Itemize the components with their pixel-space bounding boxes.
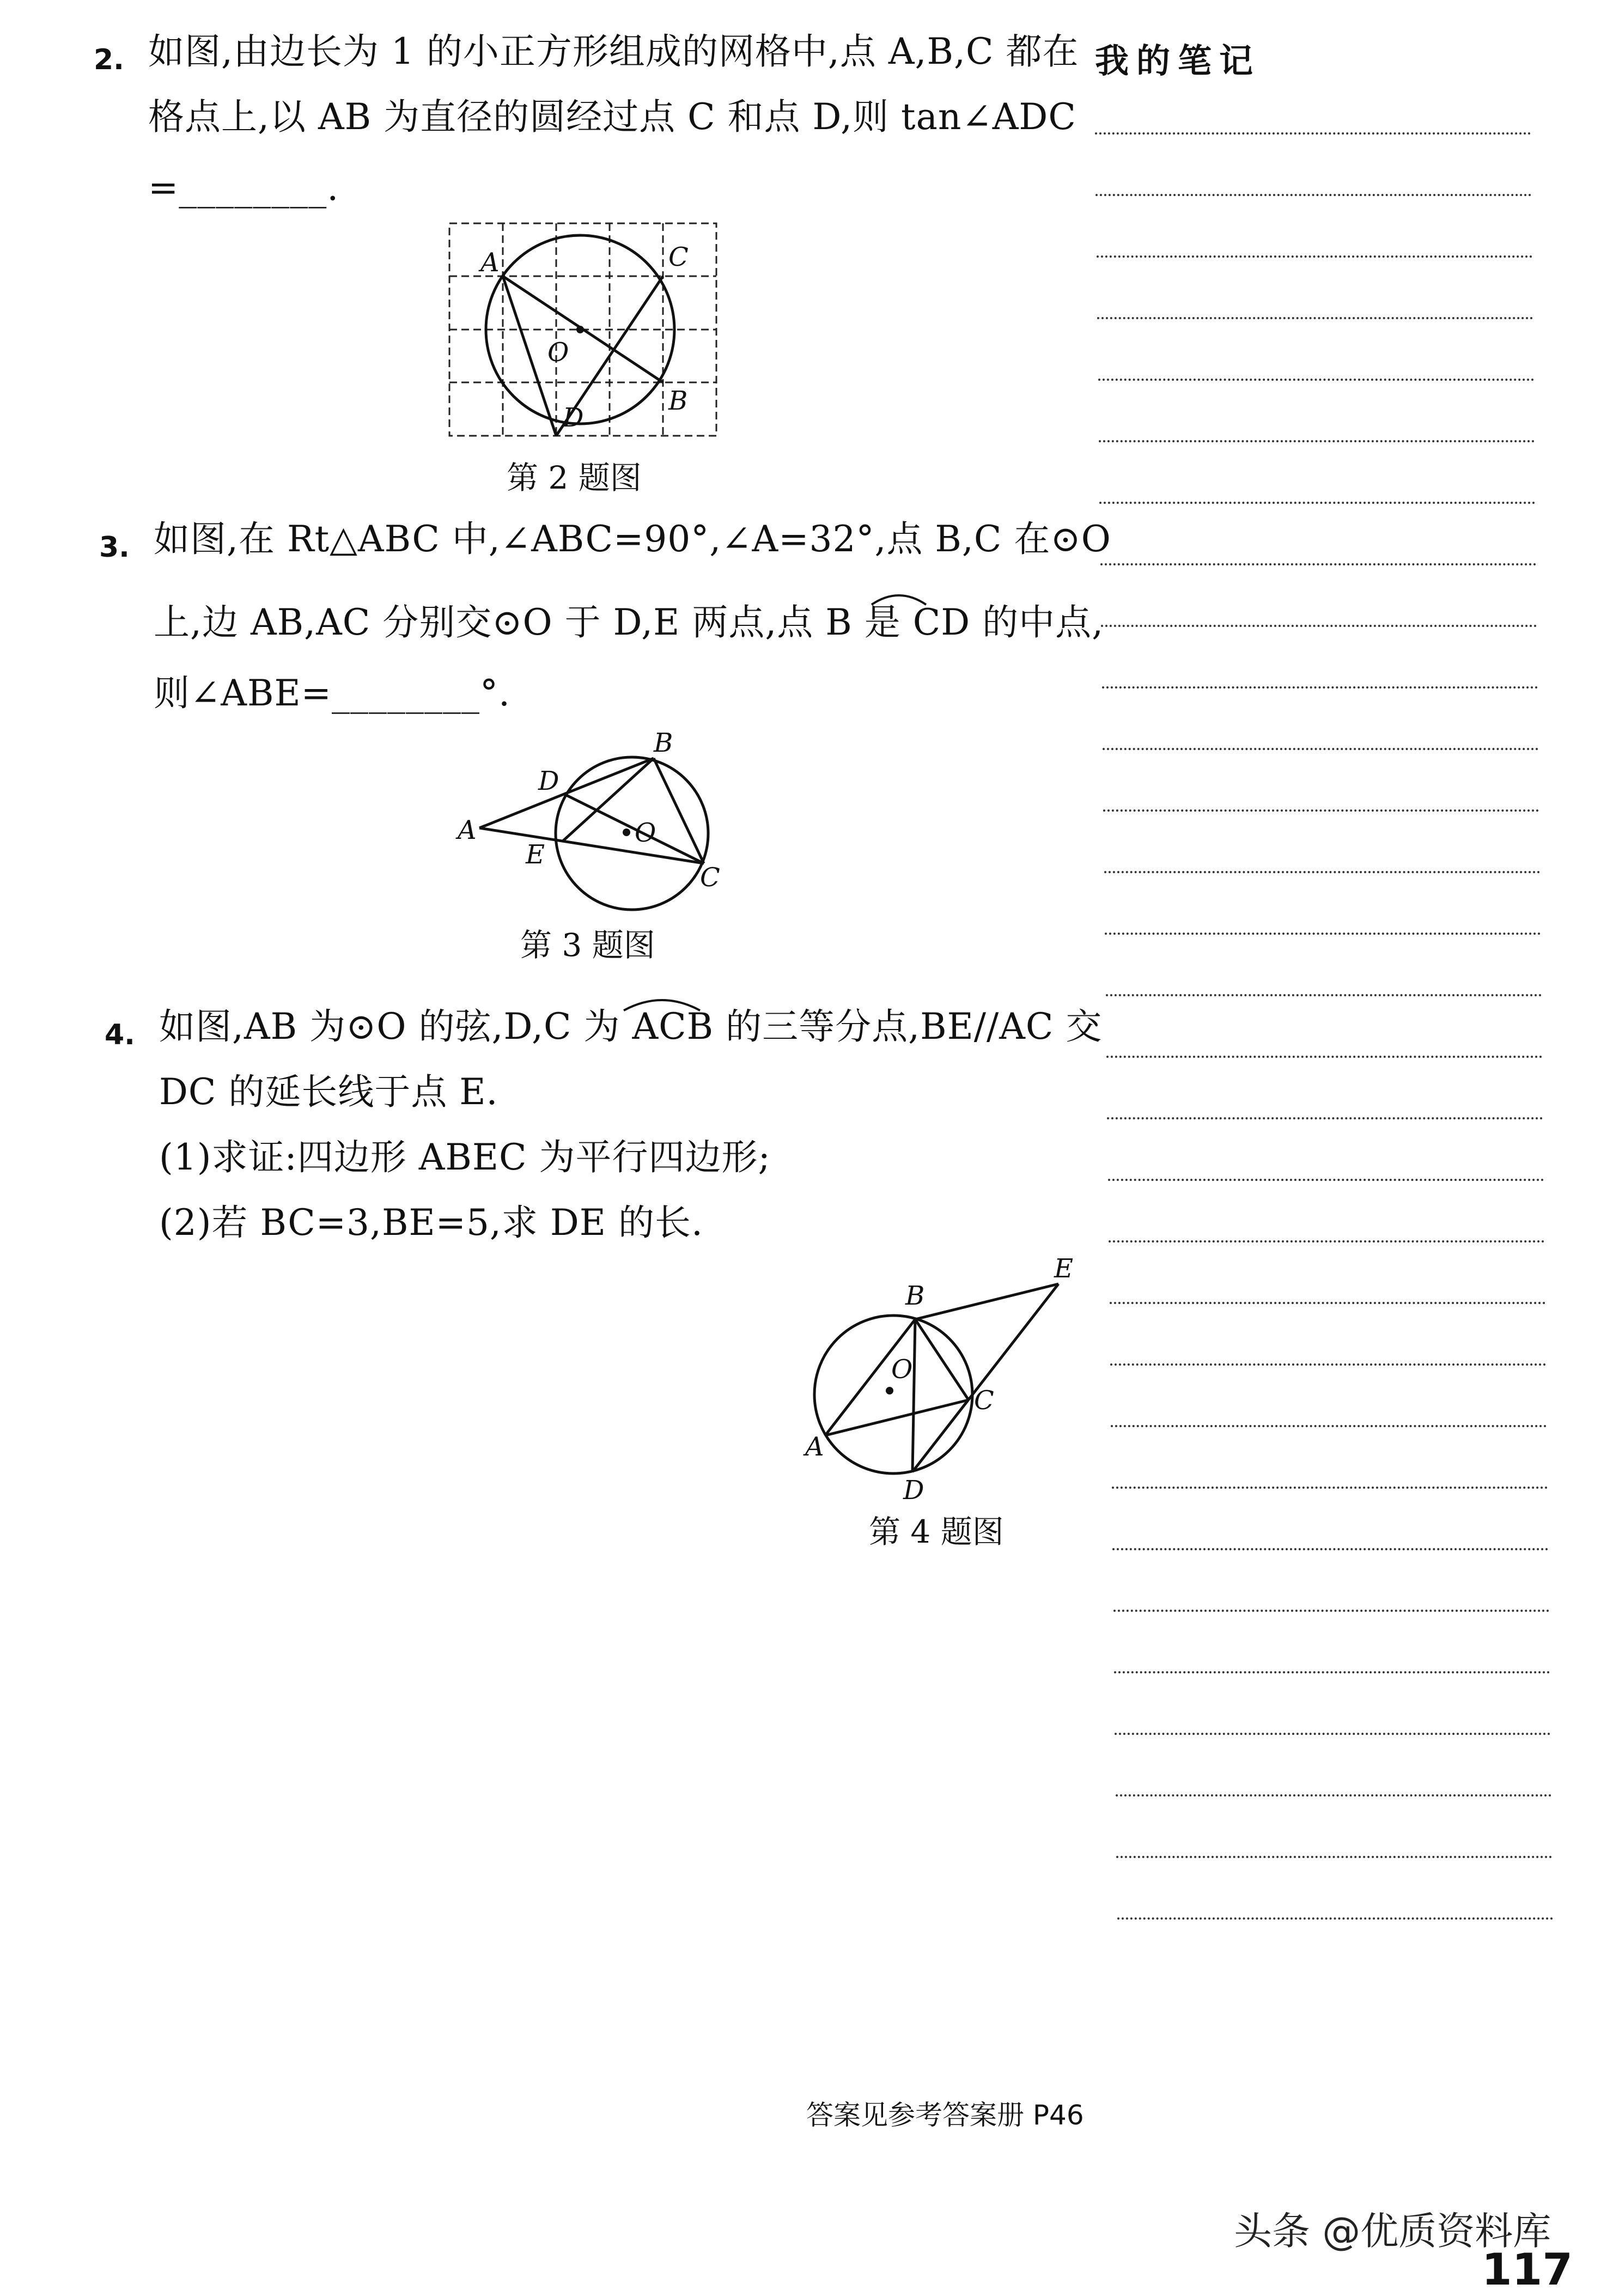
- q4-label-b: B: [905, 1281, 925, 1311]
- notes-line: [1117, 1917, 1553, 1920]
- q2-figure: [425, 207, 730, 452]
- notes-line: [1113, 1610, 1549, 1612]
- notes-line: [1105, 933, 1541, 935]
- q4-text-line2: DC 的延长线于点 E.: [159, 1071, 498, 1113]
- q4-text-line3: (1)求证:四边形 ABEC 为平行四边形;: [159, 1136, 771, 1178]
- q4-label-d: D: [903, 1475, 924, 1506]
- q3-label-b: B: [654, 728, 673, 758]
- q2-text-line1: 如图,由边长为 1 的小正方形组成的网格中,点 A,B,C 都在: [148, 31, 1079, 72]
- page-number: 117: [1482, 2244, 1573, 2295]
- notes-line: [1098, 379, 1534, 381]
- q4-caption: 第 4 题图: [869, 1513, 1004, 1550]
- q4-label-c: C: [974, 1385, 994, 1416]
- q2-text-line3: =________.: [148, 167, 339, 209]
- notes-line: [1103, 748, 1538, 750]
- q3-circle: [556, 757, 708, 910]
- q4-label-o: O: [891, 1354, 913, 1385]
- notes-line: [1104, 871, 1540, 873]
- q4-label-e: E: [1054, 1253, 1074, 1284]
- notes-line: [1110, 1363, 1546, 1366]
- q3-label-d: D: [538, 766, 559, 796]
- q4-circle: [814, 1316, 972, 1473]
- notes-line: [1095, 194, 1531, 196]
- notes-line: [1100, 563, 1536, 565]
- notes-line: [1101, 625, 1537, 627]
- notes-line: [1115, 1733, 1550, 1735]
- q2-label-c: C: [668, 242, 689, 272]
- q2-label-o: O: [547, 337, 569, 368]
- notes-line: [1111, 1425, 1547, 1427]
- notes-line: [1114, 1671, 1550, 1673]
- q2-number: 2.: [94, 44, 124, 76]
- q3-label-e: E: [526, 839, 545, 870]
- notes-line: [1109, 1240, 1544, 1243]
- q4-number: 4.: [105, 1019, 135, 1051]
- q3-text-line3: 则∠ABE=________°.: [154, 672, 510, 714]
- q3-figure: [447, 719, 730, 915]
- notes-line: [1116, 1856, 1552, 1858]
- notes-line: [1106, 1056, 1542, 1058]
- notes-line: [1097, 255, 1532, 258]
- q4-text-line4: (2)若 BC=3,BE=5,求 DE 的长.: [159, 1202, 703, 1244]
- notes-line: [1107, 1117, 1543, 1119]
- q3-caption: 第 3 题图: [520, 927, 655, 964]
- q3-label-c: C: [700, 862, 720, 893]
- notes-line: [1112, 1548, 1548, 1550]
- q2-text-line2: 格点上,以 AB 为直径的圆经过点 C 和点 D,则 tan∠ADC: [148, 96, 1076, 138]
- q3-text-line2: 上,边 AB,AC 分别交⊙O 于 D,E 两点,点 B 是 CD 的中点,: [154, 601, 1104, 643]
- q2-label-a: A: [480, 247, 500, 278]
- notes-line: [1103, 809, 1539, 812]
- notes-line: [1095, 132, 1531, 135]
- q3-text-line1: 如图,在 Rt△ABC 中,∠ABC=90°,∠A=32°,点 B,C 在⊙O: [154, 518, 1111, 560]
- q2-label-d: D: [563, 403, 584, 433]
- q2-caption: 第 2 题图: [507, 459, 642, 496]
- q3-number: 3.: [99, 531, 130, 564]
- q3-label-o: O: [635, 818, 656, 848]
- q3-arc-mark: [869, 589, 929, 606]
- q4-arc-mark: [621, 994, 703, 1012]
- q4-label-a: A: [805, 1432, 824, 1462]
- notes-line: [1099, 440, 1535, 442]
- notes-line: [1108, 1179, 1544, 1181]
- notes-line: [1110, 1302, 1545, 1304]
- notes-line: [1112, 1487, 1548, 1489]
- notes-line: [1106, 994, 1542, 996]
- watermark: 头条 @优质资料库: [1234, 2209, 1551, 2254]
- q4-figure: [784, 1242, 1089, 1514]
- q3-label-a: A: [458, 815, 477, 845]
- notes-title: 我的笔记: [1095, 41, 1261, 81]
- notes-line: [1102, 686, 1538, 689]
- notes-line: [1099, 502, 1535, 504]
- answer-reference: 答案见参考答案册 P46: [806, 2099, 1084, 2131]
- notes-line: [1116, 1794, 1551, 1796]
- q2-label-b: B: [668, 386, 688, 416]
- notes-line: [1097, 317, 1533, 319]
- q4-text-line1: 如图,AB 为⊙O 的弦,D,C 为 ACB 的三等分点,BE//AC 交: [159, 1006, 1103, 1047]
